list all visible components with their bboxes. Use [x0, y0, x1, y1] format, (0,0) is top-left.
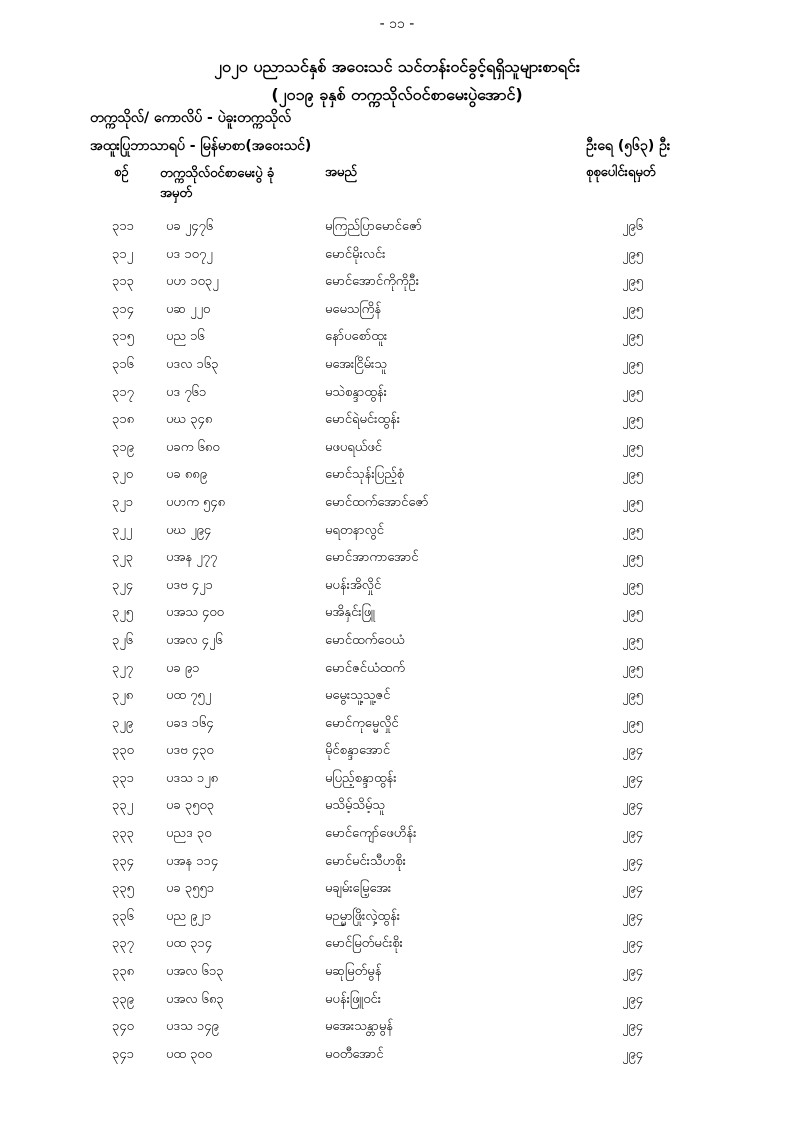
row-number: ၃၁၅ — [112, 329, 134, 345]
row-number: ၃၁၉ — [112, 439, 134, 455]
total-score: ၂၉၄ — [622, 853, 644, 869]
row-number: ၃၂၇ — [112, 660, 134, 676]
table-row — [0, 825, 794, 853]
roll-number: ပခ ၃၅၀၃ — [166, 798, 215, 814]
total-score: ၂၉၅ — [622, 660, 644, 676]
header-roll: တက္ကသိုလ်ဝင်စာမေးပွဲ ခုံအမှတ် — [160, 166, 275, 201]
major-line: အထူးပြုဘာသာရပ် - မြန်မာစာ(အဝေးသင်) — [90, 138, 312, 154]
total-score: ၂၉၆ — [622, 219, 644, 234]
table-row — [0, 301, 794, 329]
table-row — [0, 1018, 794, 1046]
student-list — [0, 218, 794, 1073]
total-score: ၂၉၅ — [622, 494, 644, 510]
document-subtitle: (၂၀၁၉ ခုနှစ် တက္ကသိုလ်ဝင်စာမေးပွဲအောင်) — [271, 85, 523, 104]
row-number: ၃၃၂ — [112, 798, 134, 814]
table-row — [0, 604, 794, 632]
total-score: ၂၉၄ — [622, 1046, 644, 1062]
roll-number: ပခက ၆၈၀ — [166, 439, 220, 455]
student-name: မပန်းဖြူဝင်း — [325, 991, 382, 1007]
row-number: ၃၁၄ — [112, 301, 134, 317]
table-row — [0, 742, 794, 770]
roll-number: ပအန ၁၁၄ — [166, 853, 219, 869]
roll-number: ပဒဗ ၄၂၁ — [166, 577, 213, 593]
row-number: ၃၃၇ — [112, 936, 134, 952]
total-score: ၂၉၄ — [622, 826, 644, 842]
total-score: ၂၉၄ — [622, 1019, 644, 1035]
roll-number: ပဃ ၂၉၄ — [166, 522, 212, 538]
student-name: မဆုမြတ်မွန် — [325, 964, 382, 980]
total-score: ၂၉၅ — [622, 329, 644, 345]
student-name: မမွေးသူ့သူ့ဇင် — [325, 688, 391, 704]
row-number: ၃၁၃ — [112, 274, 134, 290]
student-name: မအေးသန္တာမွန် — [325, 1019, 393, 1035]
roll-number: ပအလ ၆၈၃ — [166, 991, 224, 1007]
roll-number: ပခ ၉၁ — [166, 660, 200, 676]
student-name: မောင်ထက်အောင်ဇော် — [325, 494, 429, 510]
row-number: ၃၂၄ — [112, 577, 134, 593]
row-number: ၃၂၆ — [112, 632, 134, 648]
roll-number: ပခ ၂၄၇၆ — [166, 219, 214, 234]
student-name: မပန်းအိလှိုင် — [325, 577, 382, 593]
table-row — [0, 770, 794, 798]
student-name: မပြည့်စန္ဒာထွန်း — [325, 770, 397, 786]
row-number: ၃၂၅ — [112, 605, 134, 621]
table-row — [0, 577, 794, 605]
roll-number: ပဒသ ၁၄၉ — [166, 1019, 219, 1035]
row-number: ၃၁၆ — [112, 356, 134, 372]
row-number: ၃၂၂ — [112, 522, 133, 538]
row-number: ၃၃၀ — [112, 743, 134, 759]
table-row — [0, 328, 794, 356]
table-row — [0, 522, 794, 550]
student-name: မောင်ကျော်ဖေဟိန်း — [325, 826, 417, 842]
roll-number: ပအလ ၄၂၆ — [166, 632, 223, 648]
table-row — [0, 853, 794, 881]
roll-number: ပခဒ ၁၆၄ — [166, 715, 214, 731]
roll-number: ပအလ ၆၁၃ — [166, 964, 224, 980]
student-name: မောင်အောင်ကိုကိုဦး — [325, 274, 420, 290]
total-score: ၂၉၅ — [622, 577, 644, 593]
table-row — [0, 384, 794, 412]
row-number: ၃၁၂ — [112, 246, 134, 262]
count-line: ဦးရေ (၅၆၃) ဦး — [586, 138, 671, 154]
student-name: မောင်အာကာအောင် — [325, 550, 419, 566]
student-name: မောင်ကုမ္မေလှိုင် — [325, 715, 399, 731]
roll-number: ပဒ ၇၆၁ — [166, 384, 207, 400]
student-name: မဖပရယ်ဖင် — [325, 439, 382, 455]
table-row — [0, 466, 794, 494]
roll-number: ပဟက ၅၄၈ — [166, 494, 226, 510]
document-title: ၂၀၂၀ ပညာသင်နှစ် အဝေးသင် သင်တန်းဝင်ခွင့်ရရှိသူများစာရင်း — [214, 57, 580, 76]
table-row — [0, 356, 794, 384]
row-number: ၃၂၉ — [112, 715, 134, 731]
header-name: အမည် — [325, 165, 357, 180]
total-score: ၂၉၅ — [622, 439, 644, 455]
row-number: ၃၁၇ — [112, 384, 134, 400]
table-row — [0, 687, 794, 715]
student-name: မောင်ထက်ဝေယံ — [325, 632, 405, 648]
total-score: ၂၉၄ — [622, 908, 644, 924]
student-name: မချမ်းမြေ့အေး — [325, 881, 392, 897]
header-score: စုစုပေါင်းရမှတ် — [586, 165, 656, 180]
row-number: ၃၃၉ — [112, 991, 134, 1007]
row-number: ၃၂၈ — [112, 688, 134, 704]
roll-number: ပဒလ ၁၆၃ — [166, 356, 219, 372]
roll-number: ပထ ၃၀၀ — [166, 1046, 213, 1062]
roll-number: ပခ ၃၅၅၁ — [166, 881, 215, 897]
roll-number: ပည ၉၂၁ — [166, 908, 212, 924]
student-name: မသဲစန္ဒာထွန်း — [325, 384, 387, 400]
row-number: ၃၂၃ — [112, 550, 134, 566]
total-score: ၂၉၄ — [622, 936, 644, 952]
roll-number: ပထ ၇၅၂ — [166, 688, 212, 704]
total-score: ၂၉၅ — [622, 688, 644, 704]
roll-number: ပခ ၈၈၉ — [166, 467, 208, 483]
total-score: ၂၉၅ — [622, 301, 644, 317]
total-score: ၂၉၄ — [622, 743, 644, 759]
total-score: ၂၉၅ — [622, 467, 644, 483]
student-name: မကြည်ပြာမောင်ဇော် — [325, 219, 423, 234]
roll-number: ပဃ ၃၄၈ — [166, 412, 213, 428]
total-score: ၂၉၅ — [622, 522, 644, 538]
table-row — [0, 908, 794, 936]
student-name: မဝတီအောင် — [325, 1046, 384, 1062]
roll-number: ပဟ ၁၀၃၂ — [166, 274, 219, 290]
row-number: ၃၃၄ — [112, 853, 134, 869]
total-score: ၂၉၄ — [622, 770, 644, 786]
total-score: ၂၉၄ — [622, 964, 644, 980]
header-no: စဉ် — [114, 165, 129, 180]
table-row — [0, 660, 794, 688]
student-name: မောင်ရဲမင်းထွန်း — [325, 412, 401, 428]
roll-number: ပအသ ၄၀၀ — [166, 605, 224, 621]
total-score: ၂၉၄ — [622, 991, 644, 1007]
table-row — [0, 715, 794, 743]
total-score: ၂၉၅ — [622, 632, 644, 648]
roll-number: ပဆ ၂၂၀ — [166, 301, 211, 317]
roll-number: ပအန ၂၇၇ — [166, 550, 218, 566]
roll-number: ပည ၁၆ — [166, 329, 205, 345]
student-name: မသိမ့်သိမ့်သူ — [325, 798, 385, 814]
row-number: ၃၄၁ — [112, 1046, 134, 1062]
table-row — [0, 797, 794, 825]
student-name: မောင်မင်းသီဟစိုး — [325, 853, 406, 869]
row-number: ၃၃၈ — [112, 964, 135, 980]
roll-number: ပဒ ၁၀၇၂ — [166, 246, 213, 262]
total-score: ၂၉၅ — [622, 412, 644, 428]
row-number: ၃၂၀ — [112, 467, 134, 483]
row-number: ၃၁၁ — [112, 219, 134, 234]
row-number: ၃၂၁ — [112, 494, 134, 510]
table-row — [0, 991, 794, 1019]
row-number: ၃၃၁ — [112, 770, 134, 786]
university-line: တက္ကသိုလ်/ ကောလိပ် - ပဲခူးတက္ကသိုလ် — [90, 110, 292, 126]
total-score: ၂၉၅ — [622, 715, 644, 731]
table-row — [0, 218, 794, 246]
roll-number: ပညဒ ၃၀ — [166, 826, 212, 842]
roll-number: ပထ ၃၁၄ — [166, 936, 213, 952]
table-row — [0, 273, 794, 301]
table-row — [0, 1046, 794, 1074]
table-row — [0, 963, 794, 991]
total-score: ၂၉၅ — [622, 246, 644, 262]
student-name: မောင်မြတ်မင်းစိုး — [325, 936, 403, 952]
row-number: ၃၄၀ — [112, 1019, 134, 1035]
student-name: မောင်သုန်းပြည့်စုံ — [325, 467, 405, 483]
table-row — [0, 935, 794, 963]
table-row — [0, 880, 794, 908]
student-name: မိုင်စန္ဒာအောင် — [325, 743, 391, 759]
row-number: ၃၁၈ — [112, 412, 135, 428]
student-name: နော်ပစော်ထူး — [325, 329, 388, 345]
student-name: မရတနာလွင် — [325, 522, 385, 538]
total-score: ၂၉၅ — [622, 384, 644, 400]
total-score: ၂၉၅ — [622, 356, 644, 372]
student-name: မဉမ္မာဖြိုးလှဲ့ထွန်း — [325, 908, 401, 924]
table-row — [0, 549, 794, 577]
row-number: ၃၃၆ — [112, 908, 134, 924]
roll-number: ပဒဗ ၄၃၀ — [166, 743, 214, 759]
total-score: ၂၉၅ — [622, 550, 644, 566]
table-row — [0, 632, 794, 660]
roll-number: ပဒသ ၁၂၈ — [166, 770, 219, 786]
row-number: ၃၃၃ — [112, 826, 134, 842]
page-number: - ၁၁ - — [379, 16, 415, 32]
table-row — [0, 494, 794, 522]
table-row — [0, 439, 794, 467]
total-score: ၂၉၄ — [622, 881, 644, 897]
total-score: ၂၉၅ — [622, 605, 644, 621]
table-row — [0, 411, 794, 439]
student-name: မောင်ဇင်ယံထက် — [325, 660, 405, 676]
row-number: ၃၃၅ — [112, 881, 134, 897]
student-name: မအိနှင်းဖြူ — [325, 605, 375, 621]
total-score: ၂၉၅ — [622, 274, 644, 290]
student-name: မောင်မိုးလင်း — [325, 246, 386, 262]
student-name: မမေသကြိန် — [325, 301, 382, 317]
student-name: မအေးငြိမ်းသူ — [325, 356, 387, 372]
total-score: ၂၉၄ — [622, 798, 644, 814]
table-row — [0, 246, 794, 274]
